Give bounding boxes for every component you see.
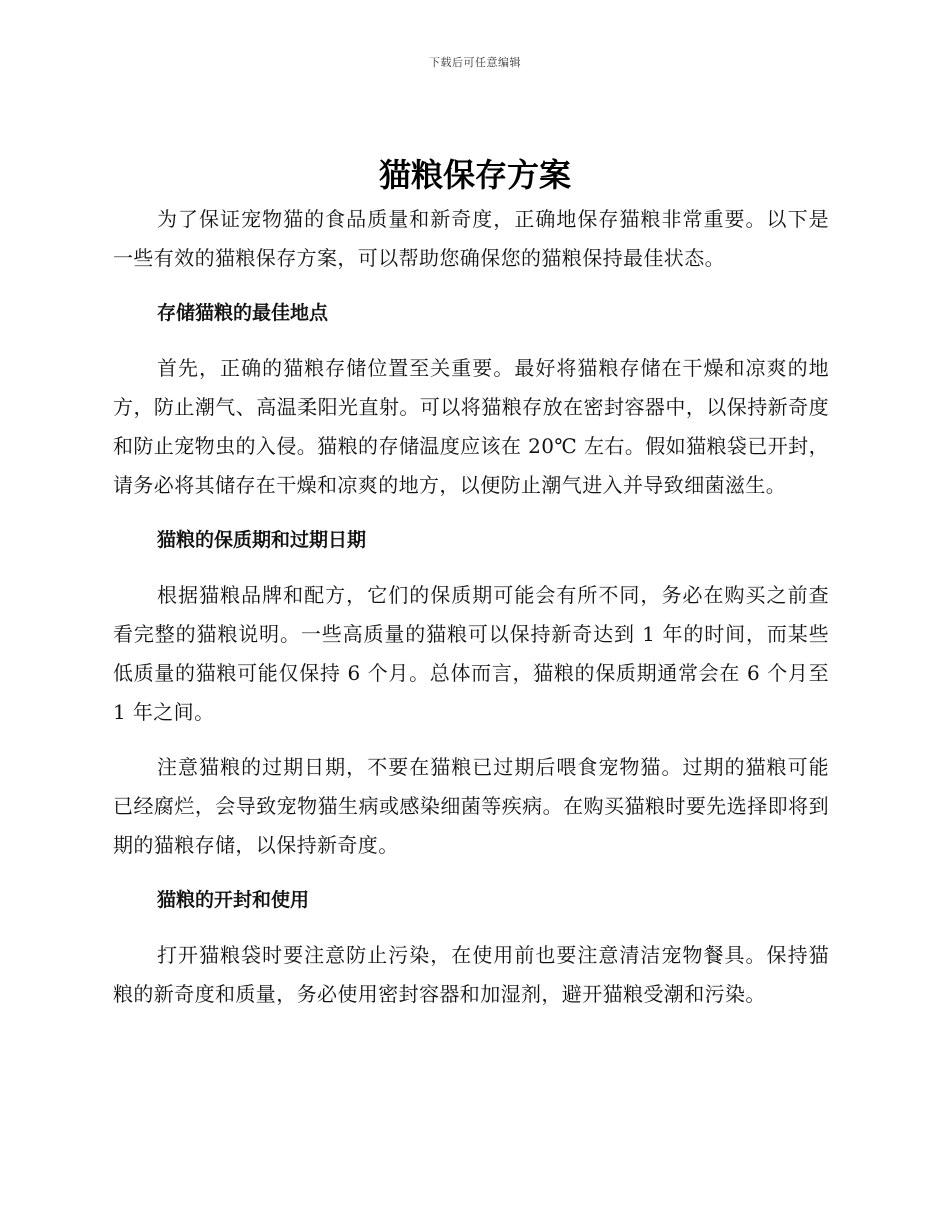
section-heading-shelf-life: 猫粮的保质期和过期日期 (157, 529, 367, 551)
intro-paragraph: 为了保证宠物猫的食品质量和新奇度，正确地保存猫粮非常重要。以下是一些有效的猫粮保存方案，可以帮助您确保您的猫粮保持最佳状态。 (113, 207, 829, 270)
header-note: 下载后可任意编辑 (429, 56, 521, 69)
shelf-life-paragraph: 根据猫粮品牌和配方，它们的保质期可能会有所不同，务必在购买之前查看完整的猫粮说明。一些高质量的猫粮可以保持新奇达到 1 年的时间，而某些低质量的猫粮可能仅保持 6 个月。总体而言，猫粮的保质期通常会在 6 个月至 1 年之间。 (113, 583, 829, 724)
section-heading-opening-use: 猫粮的开封和使用 (157, 889, 310, 911)
document-title: 猫粮保存方案 (378, 156, 571, 194)
expiry-paragraph: 注意猫粮的过期日期，不要在猫粮已过期后喂食宠物猫。过期的猫粮可能已经腐烂，会导致宠物猫生病或感染细菌等疾病。在购买猫粮时要先选择即将到期的猫粮存储，以保持新奇度。 (113, 755, 829, 857)
storage-location-paragraph: 首先，正确的猫粮存储位置至关重要。最好将猫粮存储在干燥和凉爽的地方，防止潮气、高温柔阳光直射。可以将猫粮存放在密封容器中，以保持新奇度和防止宠物虫的入侵。猫粮的存储温度应该在 20℃ 左右。假如猫粮袋已开封，请务必将其储存在干燥和凉爽的地方，以便防止潮气进入并导致细菌滋生。 (113, 356, 829, 497)
document-body (113, 200, 829, 1014)
section-heading-storage-location: 存储猫粮的最佳地点 (157, 302, 329, 324)
opening-use-paragraph: 打开猫粮袋时要注意防止污染，在使用前也要注意清洁宠物餐具。保持猫粮的新奇度和质量，务必使用密封容器和加湿剂，避开猫粮受潮和污染。 (113, 943, 829, 1006)
